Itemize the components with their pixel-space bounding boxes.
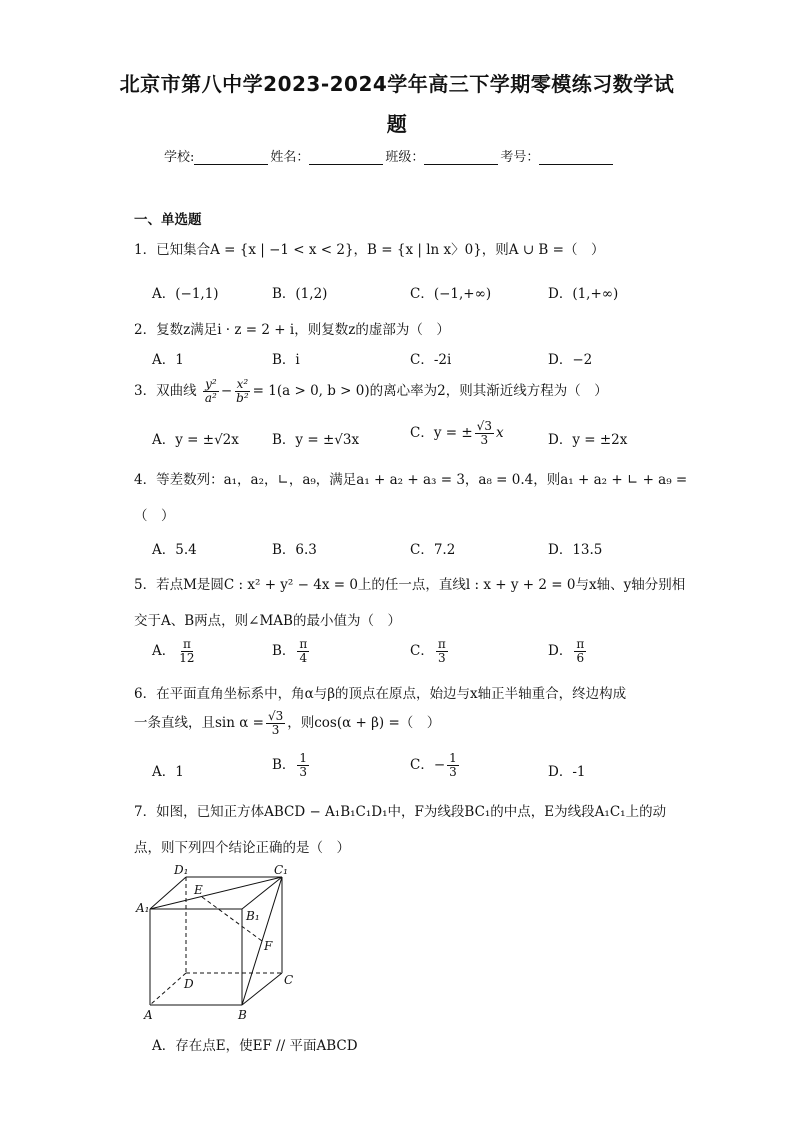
question-6-stem: 6．在平面直角坐标系中，角α与β的顶点在原点，始边与x轴正半轴重合，终边构成 — [134, 686, 627, 702]
question-1-stem: 1．已知集合A = {x | −1 < x < 2}，B = {x | ln x〉0}，则A ∪ B =（ ） — [134, 242, 605, 258]
class-label: 班级： — [385, 150, 425, 165]
q6-option-c: C．− $\frac{1}{3}$ — [410, 751, 457, 780]
q6-option-d: D．-1 — [548, 764, 586, 780]
exam-title-line2: 题 — [386, 112, 408, 136]
q5-option-d: D． $\frac{\pi}{6}$ — [548, 637, 585, 666]
label-D1: D₁ — [174, 863, 189, 877]
hidden-edge-D-A — [150, 973, 186, 1005]
exam-no-blank[interactable] — [539, 151, 613, 165]
cube-figure — [134, 862, 304, 1022]
question-7-stem-2: 点，则下列四个结论正确的是（ ） — [134, 840, 350, 856]
q6-option-b: B． $\frac{1}{3}$ — [272, 751, 308, 780]
q3-option-d: D．y = ±2x — [548, 432, 628, 448]
q6-option-a: A．1 — [152, 764, 184, 780]
label-B: B — [238, 1008, 247, 1022]
q2-option-a: A．1 — [152, 352, 184, 368]
label-B1: B₁ — [246, 909, 260, 923]
question-2-stem: 2．复数z满足i · z = 2 + i，则复数z的虚部为（ ） — [134, 322, 450, 338]
school-blank[interactable] — [194, 151, 268, 165]
q3-frac-y: $\frac{\text{y²}}{\text{a²}}$ — [204, 377, 217, 406]
exam-no-label: 考号： — [500, 150, 540, 165]
q2-option-c: C．-2i — [410, 352, 452, 368]
question-4-stem-2: （ ） — [134, 508, 175, 524]
question-3-stem: 3．双曲线 $\frac{\text{y²}}{\text{a²}}$ − $\frac{\text{x²}}{\text{b²}}$ = 1(a > 0, b > 0)的离心率为2，则其渐近线方程为（ ） — [134, 377, 608, 406]
q1-option-a: A．(−1,1) — [152, 286, 219, 302]
label-C1: C₁ — [274, 863, 288, 877]
q5-option-c: C． $\frac{\pi}{3}$ — [410, 637, 446, 666]
label-D: D — [184, 977, 194, 991]
edge-C-B — [242, 973, 282, 1005]
q3-frac-x: $\frac{\text{x²}}{\text{b²}}$ — [236, 377, 249, 406]
exam-title-line1: 北京市第八中学2023-2024学年高三下学期零模练习数学试 — [119, 72, 675, 96]
q4-option-c: C．7.2 — [410, 542, 456, 558]
name-blank[interactable] — [309, 151, 383, 165]
q5-option-b: B． $\frac{\pi}{4}$ — [272, 637, 308, 666]
label-E: E — [194, 883, 203, 897]
name-label: 姓名： — [270, 150, 310, 165]
q4-option-b: B．6.3 — [272, 542, 317, 558]
question-7-stem: 7．如图，已知正方体ABCD − A₁B₁C₁D₁中，F为线段BC₁的中点，E为线段A₁C₁上的动 — [134, 804, 667, 820]
q7-option-a: A．存在点E，使EF // 平面ABCD — [152, 1038, 358, 1054]
q3-option-a: A．y = ±√2x — [152, 432, 239, 448]
label-A: A — [144, 1008, 153, 1022]
q4-option-d: D．13.5 — [548, 542, 603, 558]
q5-option-a: A． $\frac{\pi}{12}$ — [152, 637, 195, 666]
q2-option-d: D．−2 — [548, 352, 593, 368]
q1-option-d: D．(1,+∞) — [548, 286, 619, 302]
q3-stem-pre: 3．双曲线 — [134, 383, 197, 400]
student-info-row — [164, 146, 615, 165]
class-blank[interactable] — [424, 151, 498, 165]
label-A1: A₁ — [136, 901, 150, 915]
q2-option-b: B．i — [272, 352, 300, 368]
question-5-stem: 5．若点M是圆C : x² + y² − 4x = 0上的任一点，直线l : x + y + 2 = 0与x轴、y轴分别相 — [134, 577, 686, 593]
question-6-stem-2: 一条直线，且sin α = $\frac{√3}{3}$ ，则cos(α + β) =（ ） — [134, 709, 441, 738]
q1-option-c: C．(−1,+∞) — [410, 286, 492, 302]
section-heading: 一、单选题 — [134, 212, 202, 228]
segment-C1-B — [242, 877, 282, 1005]
q1-option-b: B．(1,2) — [272, 286, 328, 302]
q4-option-a: A．5.4 — [152, 542, 197, 558]
q3-option-c: C．y = ± $\frac{√3}{3}$ x — [410, 419, 504, 448]
question-4-stem: 4．等差数列：a₁，a₂，∟，a₉，满足a₁ + a₂ + a₃ = 3，a₈ = 0.4，则a₁ + a₂ + ∟ + a₉ = — [134, 472, 688, 488]
q3-option-b: B．y = ±√3x — [272, 432, 360, 448]
label-C: C — [284, 973, 294, 987]
label-F: F — [264, 939, 273, 953]
q3-stem-post: = 1(a > 0, b > 0)的离心率为2，则其渐近线方程为（ ） — [252, 383, 608, 400]
school-label: 学校: — [164, 150, 195, 165]
question-5-stem-2: 交于A、B两点，则∠MAB的最小值为（ ） — [134, 613, 401, 629]
